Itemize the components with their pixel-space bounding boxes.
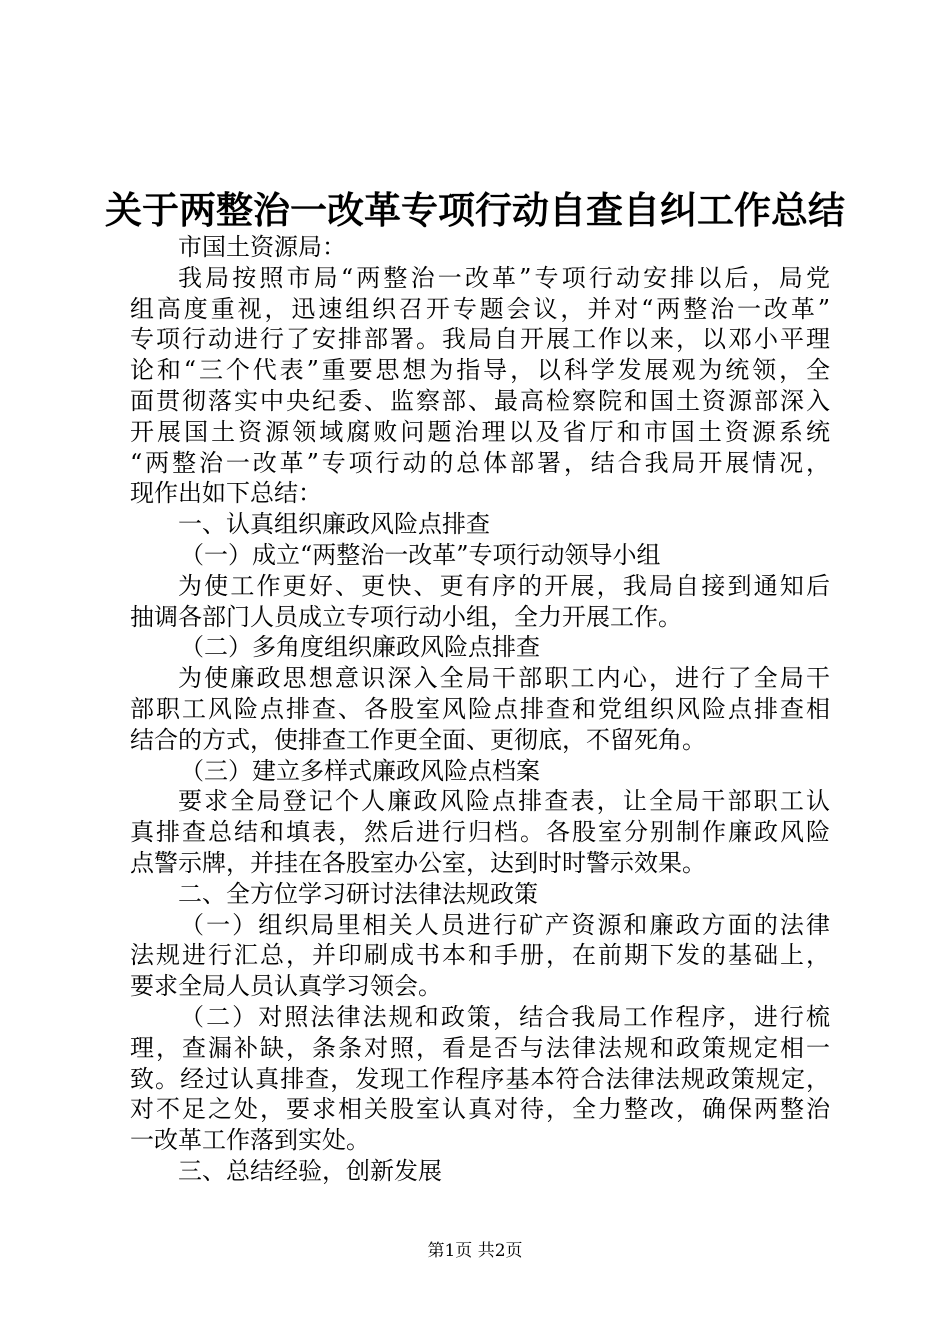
paragraph-line: 为使廉政思想意识深入全局干部职工内心，进行了全局干 — [178, 664, 830, 693]
paragraph-line: （二）多角度组织廉政风险点排查 — [180, 633, 540, 662]
paragraph-line: 致。经过认真排查，发现工作程序基本符合法律法规政策规定， — [130, 1064, 830, 1093]
paragraph-line: 面贯彻落实中央纪委、监察部、最高检察院和国土资源部深入 — [130, 386, 830, 415]
paragraph-line: 一改革工作落到实处。 — [130, 1126, 370, 1155]
paragraph-line: 结合的方式，使排查工作更全面、更彻底，不留死角。 — [130, 725, 706, 754]
paragraph-line: 开展国土资源领域腐败问题治理以及省厅和市国土资源系统 — [130, 417, 830, 446]
paragraph-line: 抽调各部门人员成立专项行动小组，全力开展工作。 — [130, 602, 682, 631]
paragraph-line: 我局按照市局“两整治一改革”专项行动安排以后，局党 — [178, 263, 830, 292]
paragraph-line: 法规进行汇总，并印刷成书本和手册，在前期下发的基础上， — [130, 941, 830, 970]
paragraph-line: 二、全方位学习研讨法律法规政策 — [178, 879, 538, 908]
paragraph-line: 三、总结经验，创新发展 — [178, 1156, 442, 1185]
paragraph-line: 理，查漏补缺，条条对照，看是否与法律法规和政策规定相一 — [130, 1033, 830, 1062]
paragraph-line: 对不足之处，要求相关股室认真对待，全力整改，确保两整治 — [130, 1095, 830, 1124]
paragraph-line: 市国土资源局： — [178, 233, 346, 261]
paragraph-line: 现作出如下总结： — [130, 479, 322, 508]
paragraph-line: （一）组织局里相关人员进行矿产资源和廉政方面的法律 — [180, 910, 830, 939]
paragraph-line: 论和“三个代表”重要思想为指导，以科学发展观为统领，全 — [130, 356, 830, 385]
paragraph-line: 点警示牌，并挂在各股室办公室，达到时时警示效果。 — [130, 848, 706, 877]
paragraph-line: 为使工作更好、更快、更有序的开展，我局自接到通知后 — [178, 571, 830, 600]
paragraph-line: 专项行动进行了安排部署。我局自开展工作以来，以邓小平理 — [130, 325, 830, 354]
paragraph-line: “两整治一改革”专项行动的总体部署，结合我局开展情况， — [130, 448, 830, 477]
paragraph-line: 部职工风险点排查、各股室风险点排查和党组织风险点排查相 — [130, 694, 830, 723]
document-body — [130, 232, 830, 1187]
paragraph-line: 要求全局人员认真学习领会。 — [130, 972, 442, 1001]
paragraph-line: 要求全局登记个人廉政风险点排查表，让全局干部职工认 — [178, 787, 830, 816]
paragraph-line: （二）对照法律法规和政策，结合我局工作程序，进行梳 — [180, 1002, 830, 1031]
paragraph-line: 一、认真组织廉政风险点排查 — [178, 510, 490, 539]
page-number: 第1页 共2页 — [427, 1241, 523, 1261]
document-title: 关于两整治一改革专项行动自查自纠工作总结 — [105, 188, 845, 232]
paragraph-line: （三）建立多样式廉政风险点档案 — [180, 756, 540, 785]
paragraph-line: 组高度重视，迅速组织召开专题会议，并对“两整治一改革” — [130, 294, 830, 323]
paragraph-line: （一）成立“两整治一改革”专项行动领导小组 — [180, 540, 661, 569]
paragraph-line: 真排查总结和填表，然后进行归档。各股室分别制作廉政风险 — [130, 818, 830, 847]
